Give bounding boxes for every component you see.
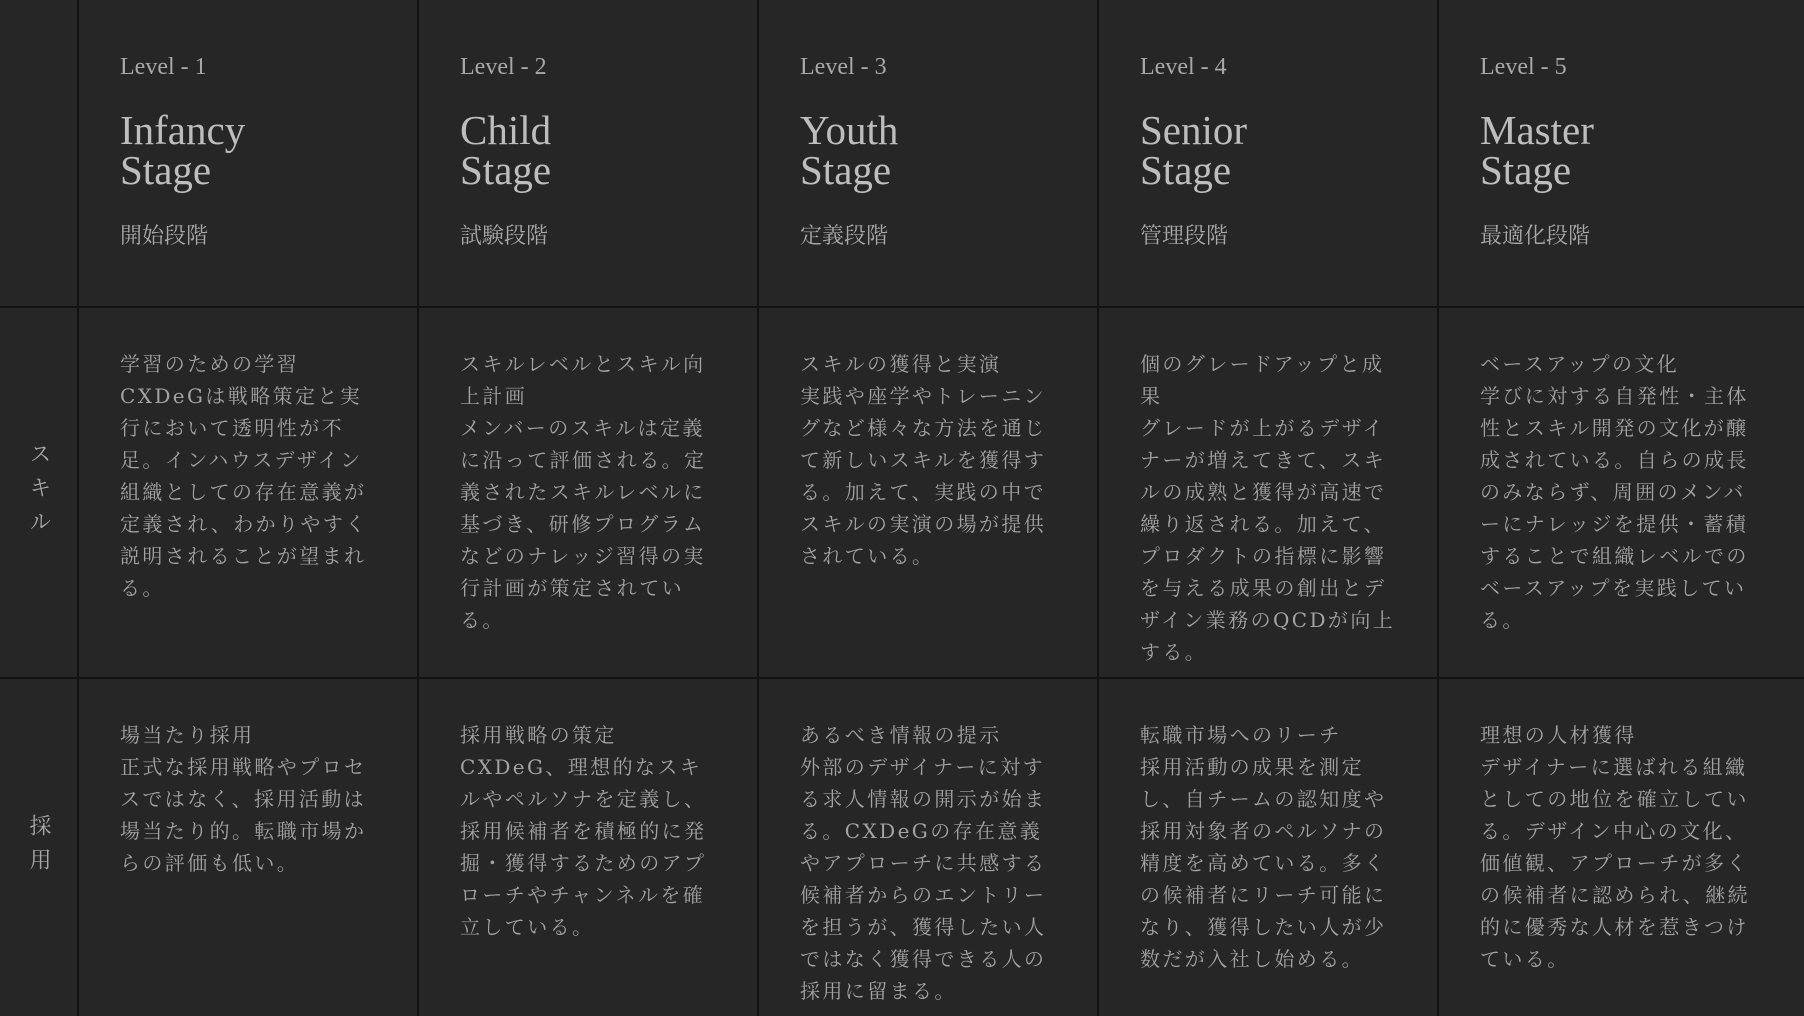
skill-cell-level-3 xyxy=(759,308,1099,679)
cell-text: 学習のための学習 CXDeGは戦略策定と実行において透明性が不足。インハウスデザイン組織としての存在意義が定義され、わかりやすく説明されることが望まれる。 xyxy=(120,352,368,600)
stage-name-line1: Child xyxy=(460,107,552,153)
stage-name-line1: Youth xyxy=(800,107,899,153)
stage-name-line2: Stage xyxy=(1480,147,1572,193)
stage-name xyxy=(1140,107,1437,193)
stage-name-line1: Master xyxy=(1480,107,1594,153)
recruiting-cell-level-4 xyxy=(1099,679,1439,1016)
level-4-header xyxy=(1099,0,1439,308)
level-1-header xyxy=(79,0,419,308)
skill-cell-level-5 xyxy=(1439,308,1804,679)
level-5-header xyxy=(1439,0,1804,308)
stage-name xyxy=(1480,107,1804,193)
row-label-recruiting xyxy=(0,679,79,1016)
cell-text: 転職市場へのリーチ 採用活動の成果を測定し、自チームの認知度や採用対象者のペルソナの精度を高めている。多くの候補者にリーチ可能になり、獲得したい人が少数だが入社し始める。 xyxy=(1140,723,1387,971)
level-number: Level - 3 xyxy=(800,54,887,80)
stage-name xyxy=(800,107,1097,193)
recruiting-cell-level-2 xyxy=(419,679,759,1016)
recruiting-cell-level-3 xyxy=(759,679,1099,1016)
cell-text: スキルレベルとスキル向上計画 メンバーのスキルは定義に沿って評価される。定義されたスキルレベルに基づき、研修プログラムなどのナレッジ習得の実行計画が策定されている。 xyxy=(460,352,707,632)
stage-name xyxy=(120,107,417,193)
cell-text: 理想の人材獲得 デザイナーに選ばれる組織としての地位を確立している。デザイン中心の文化、価値観、アプローチが多くの候補者に認められ、継続的に優秀な人材を惹きつけている。 xyxy=(1480,723,1750,971)
level-3-header xyxy=(759,0,1099,308)
stage-japanese: 試験段階 xyxy=(460,224,549,249)
stage-name-line2: Stage xyxy=(1140,147,1232,193)
level-number: Level - 2 xyxy=(460,54,547,80)
cell-text: 場当たり採用 正式な採用戦略やプロセスではなく、採用活動は場当たり的。転職市場からの評価も低い。 xyxy=(120,723,367,875)
cell-text: スキルの獲得と実演 実践や座学やトレーニングなど様々な方法を通じて新しいスキルを獲得する。加えて、実践の中でスキルの実演の場が提供されている。 xyxy=(800,352,1047,568)
stage-name-line2: Stage xyxy=(460,147,552,193)
stage-name-line1: Infancy xyxy=(120,107,246,153)
cell-text: ベースアップの文化 学びに対する自発性・主体性とスキル開発の文化が醸成されている。自らの成長のみならず、周囲のメンバーにナレッジを提供・蓄積することで組織レベルでのベースアップを実践している。 xyxy=(1480,352,1749,632)
level-number: Level - 1 xyxy=(120,54,207,80)
cell-text: 個のグレードアップと成果 グレードが上がるデザイナーが増えてきて、スキルの成熟と獲得が高速で繰り返される。加えて、プロダクトの指標に影響を与える成果の創出とデザイン業務のQCDが向上する。 xyxy=(1140,352,1396,664)
stage-name-line1: Senior xyxy=(1140,107,1248,153)
cell-text: 採用戦略の策定 CXDeG、理想的なスキルやペルソナを定義し、採用候補者を積極的に発掘・獲得するためのアプローチやチャンネルを確立している。 xyxy=(460,723,707,939)
stage-japanese: 管理段階 xyxy=(1140,224,1229,249)
level-number: Level - 5 xyxy=(1480,54,1567,80)
recruiting-cell-level-1 xyxy=(79,679,419,1016)
skill-cell-level-1 xyxy=(79,308,419,679)
cell-text: あるべき情報の提示 外部のデザイナーに対する求人情報の開示が始まる。CXDeGの存在意義やアプローチに共感する候補者からのエントリーを担うが、獲得したい人ではなく獲得できる人の採用に留まる。 xyxy=(800,723,1047,1003)
corner-cell xyxy=(0,0,79,308)
level-2-header xyxy=(419,0,759,308)
stage-name-line2: Stage xyxy=(800,147,892,193)
stage-name xyxy=(460,107,757,193)
stage-name-line2: Stage xyxy=(120,147,212,193)
stage-japanese: 定義段階 xyxy=(800,224,889,249)
row-label-text: スキル xyxy=(26,441,51,544)
stage-japanese: 開始段階 xyxy=(120,224,209,249)
level-number: Level - 4 xyxy=(1140,54,1227,80)
skill-cell-level-4 xyxy=(1099,308,1439,679)
row-label-text: 採用 xyxy=(26,813,51,882)
recruiting-cell-level-5 xyxy=(1439,679,1804,1016)
skill-cell-level-2 xyxy=(419,308,759,679)
row-label-skill xyxy=(0,308,79,679)
stage-japanese: 最適化段階 xyxy=(1480,224,1591,249)
